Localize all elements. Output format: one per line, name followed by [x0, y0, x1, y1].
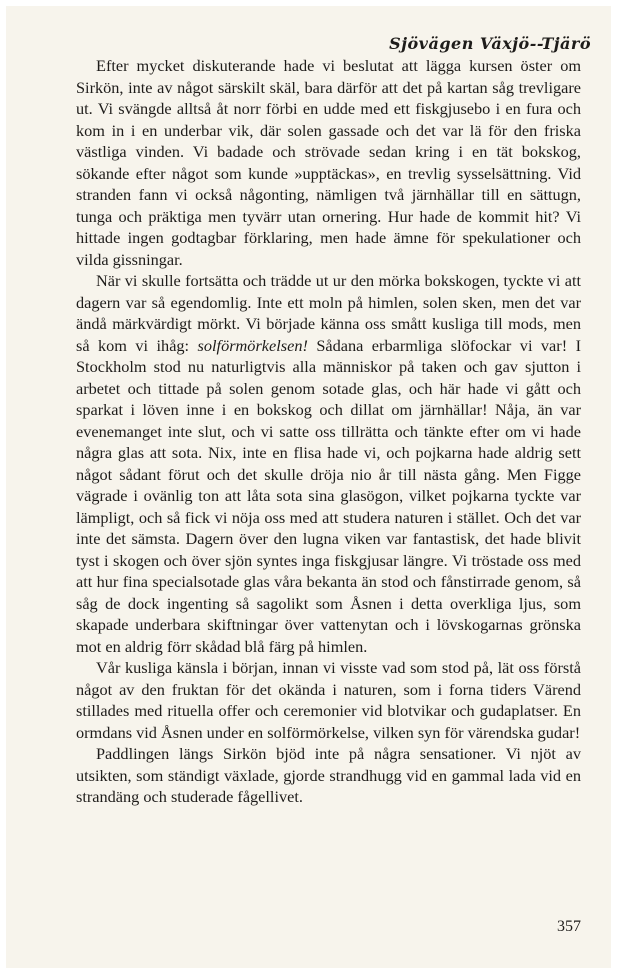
paragraph-2 [76, 270, 581, 657]
paragraph-1: Efter mycket diskuterande hade vi beslutat att lägga kursen öster om Sirkön, inte av något särskilt skäl, bara därför att det på kartan såg trevligare ut. Vi svängde alltså åt norr förbi en udde med ett fiskgjusebo i en fura och kom in i en underbar vik, där solen gassade och det var lä för den friska västliga vinden. Vi badade och strövade sedan kring i en tät bokskog, sökande efter något som kunde »upptäckas», en trevlig sysselsättning. Vid stranden fann vi också någonting, nämligen två järnhällar till en sättugn, tunga och präktiga men tyvärr utan ornering. Hur hade de kommit hit? Vi hittade ingen godtagbar förklaring, men hade ämne för spekulationer och vilda gissningar. [76, 56, 581, 269]
paragraph-2-text-after: Sådana erbarmliga slöfockar vi var! I Stockholm stod nu naturligtvis alla människor på taken och gav sjutton i arbetet och tittade på solen genom sotade glas, och här hade vi gått och sparkat i löven inne i en bokskog och dillat om järnhällar! Nåja, än var evenemanget inte slut, och vi satte oss tillrätta och tänkte efter om vi hade några glas att sota. Nix, inte en flisa hade vi, och pojkarna hade aldrig sett något sådant förut och det skulle dröja nio år till nästa gång. Men Figge vägrade i ovänlig ton att låta sota sina glasögon, vilket pojkarna tyckte var lämpligt, och så fick vi nöja oss med att studera naturen i stället. Och det var inte det sämsta. Dagern över den lugna viken var fantastisk, det hade blivit tyst i skogen och över sjön syntes inga fiskgjusar längre. Vi tröstade oss med att hur fina specialsotade glas våra bekanta än stod och fånstirrade genom, så såg de dock ingenting så sagolikt som Åsnen i detta overkliga ljus, som skapade underbara skiftningar över vattenytan och i lövskogarnas grönska mot en aldrig förr skådad blå färg på himlen. [76, 335, 582, 656]
paragraph-2-text-before: När vi skulle fortsätta och trädde ut ur den mörka bokskogen, tyckte vi att dagern var så egendomlig. Inte ett moln på himlen, solen sken, men det var ändå märkvärdigt mörkt. Vi började känna oss smått kusliga till mods, men så kom vi ihåg: [76, 271, 581, 355]
paragraph-2-emphasis: solförmörkelsen! [197, 335, 308, 355]
book-page [6, 6, 611, 968]
page-number: 357 [557, 918, 581, 935]
paragraph-4: Paddlingen längs Sirkön bjöd inte på några sensationer. Vi njöt av utsikten, som ständigt växlade, gjorde strandhugg vid en gammal lada vid en strandäng och studerade fågellivet. [76, 744, 581, 806]
running-header: Sjövägen Växjö--Tjärö [389, 34, 591, 53]
body-text [76, 55, 581, 808]
paragraph-3: Vår kusliga känsla i början, innan vi visste vad som stod på, lät oss förstå något av den fruktan för det okända i naturen, som i forna tiders Värend stillades med rituella offer och ceremonier vid blotvikar och gudaplatser. En ormdans vid Åsnen under en solförmörkelse, vilken syn för värendska gudar! [76, 658, 581, 742]
